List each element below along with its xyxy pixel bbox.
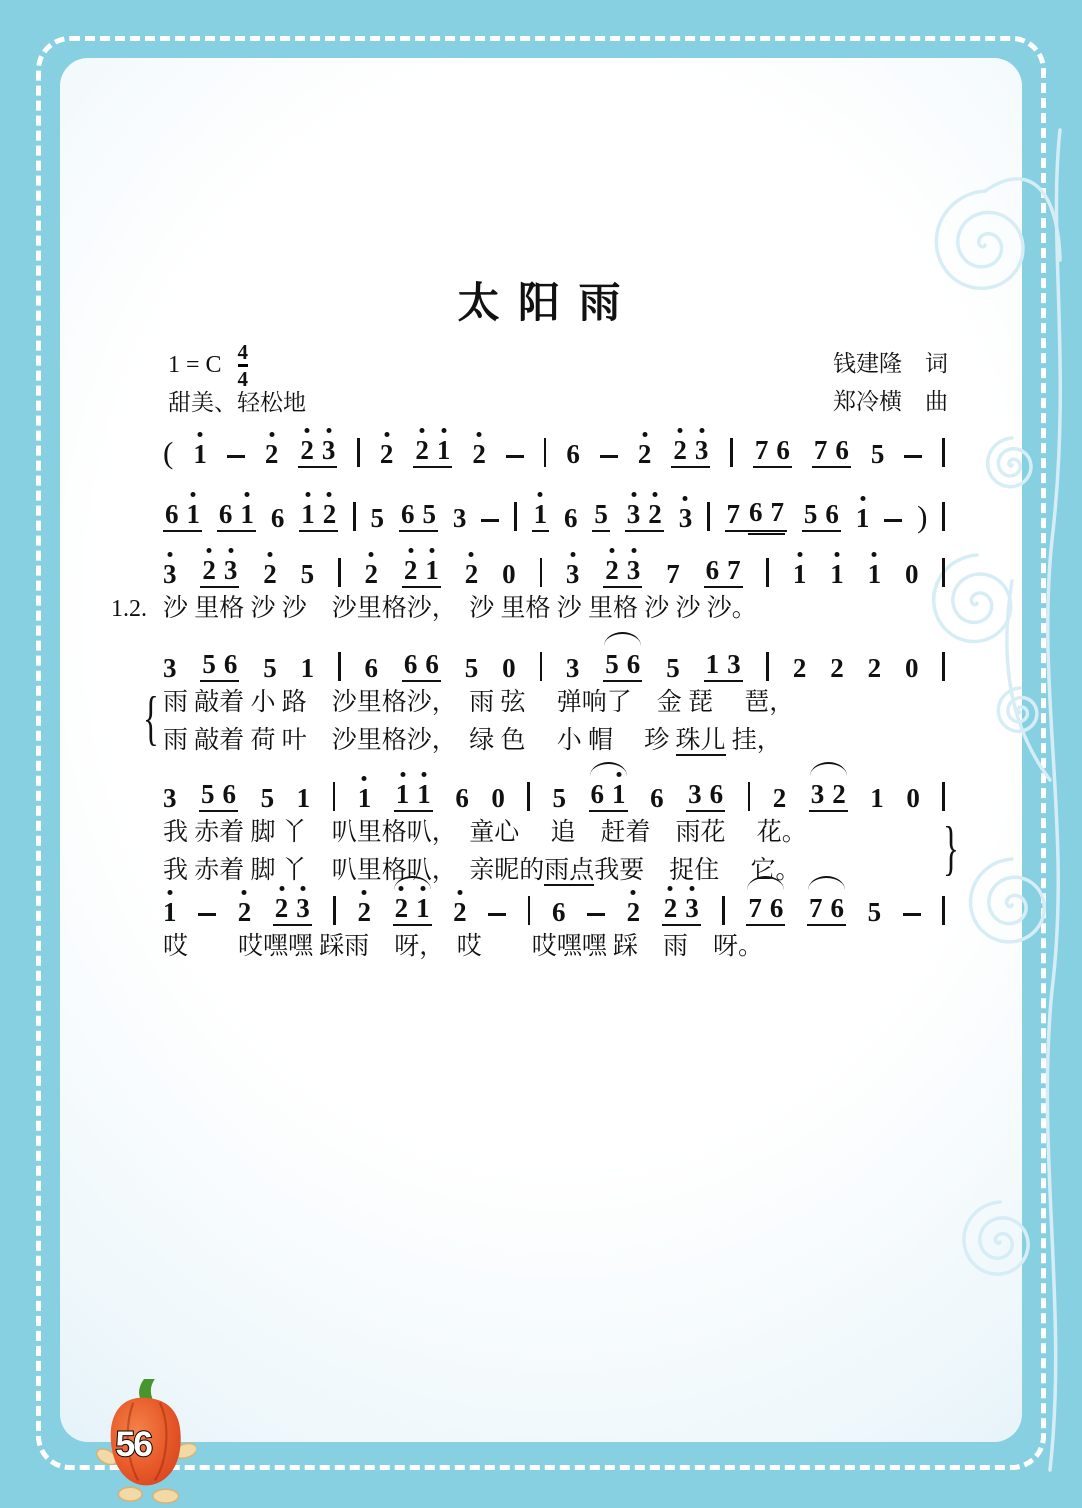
note: 5 (870, 439, 885, 469)
beam-group-slur (807, 895, 846, 926)
note: 2 (237, 897, 252, 927)
barline (722, 896, 725, 925)
beam-group (298, 437, 337, 468)
lyric-row (111, 592, 945, 626)
lyric-underlined: 珠儿 (675, 727, 726, 754)
barline (333, 896, 336, 925)
note: 1 (533, 499, 548, 529)
note: 6 (165, 499, 179, 529)
note: 1 (612, 779, 626, 809)
pepper-mascot-icon (96, 1378, 196, 1506)
time-numerator: 4 (237, 340, 249, 364)
note-row (163, 492, 945, 532)
note: 5 (594, 499, 608, 529)
note: 7 (809, 893, 823, 923)
beam-group (394, 781, 433, 812)
note: 6 (709, 779, 724, 809)
lyric-text: 哎 哎嘿嘿 踩雨 呀， 哎 哎嘿嘿 踩 雨 呀。 (163, 933, 764, 960)
key-label: 1 = C (168, 351, 222, 378)
note: 2 (364, 559, 378, 589)
note: 2 (832, 779, 846, 809)
beam-group (704, 651, 743, 682)
note: 3 (727, 649, 741, 679)
note: 7 (727, 555, 741, 585)
dash-note (904, 455, 922, 459)
tempo-marking: 甜美、轻松地 (168, 390, 306, 415)
barline (338, 558, 341, 587)
note: 6 (590, 779, 605, 809)
note: 1 (705, 649, 720, 679)
note: 3 (163, 653, 177, 683)
barline (540, 558, 543, 587)
note: 2 (637, 439, 652, 469)
note: 7 (813, 435, 828, 465)
barline (514, 502, 517, 531)
note: 1 (240, 499, 254, 529)
note: 6 (218, 499, 233, 529)
note-row (163, 772, 945, 812)
beam-group (725, 499, 788, 532)
note: 3 (694, 435, 709, 465)
beam-group (399, 501, 438, 532)
note: 3 (565, 559, 580, 589)
beam-group (686, 781, 725, 812)
note: 5 (464, 653, 479, 683)
beam-group (603, 557, 642, 588)
beam-group (163, 501, 202, 532)
note: 6 (566, 439, 580, 469)
barline (942, 438, 945, 467)
note: 1 (163, 897, 177, 927)
dash-note (600, 455, 618, 459)
dash-note (198, 913, 216, 917)
song-title: 太 阳 雨 (457, 281, 625, 327)
note: 1 (436, 435, 451, 465)
note: 6 (425, 649, 439, 679)
note: 5 (370, 503, 385, 533)
beam-group (200, 651, 239, 682)
beam-group (662, 895, 701, 926)
note: 2 (394, 893, 409, 923)
note: 7 (726, 499, 740, 529)
barline (353, 502, 356, 531)
note: 1 (870, 783, 884, 813)
barline (942, 502, 945, 531)
beam-group-slur (746, 895, 785, 926)
note: 1 (395, 779, 410, 809)
beam-group (402, 651, 441, 682)
beam-group (199, 781, 238, 812)
note: 5 (300, 559, 315, 589)
note: 7 (770, 497, 784, 527)
note-row (163, 548, 945, 588)
note: 5 (605, 649, 619, 679)
beam-group (592, 501, 610, 532)
note: 6 (749, 497, 763, 527)
note: 6 (223, 649, 238, 679)
lyric-underlined: 雨点 (544, 857, 595, 884)
beam-group (748, 499, 785, 528)
note: 1 (416, 893, 430, 923)
note: 2 (792, 653, 807, 683)
dash-note (884, 519, 902, 523)
beam-group (299, 501, 338, 532)
barline (766, 558, 769, 587)
note: 2 (264, 439, 279, 469)
note: 2 (605, 555, 619, 585)
score (111, 0, 959, 1508)
lyric-row (163, 816, 945, 850)
note: 2 (867, 653, 882, 683)
lyric-text: 雨 敲着 小 路 沙里格沙， 雨 弦 弹响了 金 琵 琶， (163, 689, 795, 716)
score-line-5 (163, 772, 959, 888)
note: 2 (415, 435, 429, 465)
note: 2 (648, 499, 662, 529)
barline (540, 652, 543, 681)
note: 1 (792, 559, 807, 589)
beam-group (704, 557, 743, 588)
beam-group (273, 895, 312, 926)
note: 3 (321, 435, 336, 465)
beam-group (200, 557, 239, 588)
lyric-brace-right: } (943, 815, 959, 881)
note: 2 (274, 893, 289, 923)
beam-group (753, 437, 792, 468)
barline (942, 782, 945, 811)
note: 3 (452, 503, 467, 533)
barline (766, 652, 769, 681)
note: 1 (301, 499, 315, 529)
note: 3 (163, 559, 177, 589)
note: 5 (202, 649, 216, 679)
barline (333, 782, 336, 811)
verse-numbers: 1.2. (111, 596, 147, 622)
lyric-text: 我 赤着 脚 丫 叭里格叭， 亲昵的 (163, 857, 545, 884)
note: 3 (626, 555, 641, 585)
note: 5 (263, 653, 277, 683)
barline (357, 438, 360, 467)
score-line-2 (163, 492, 945, 532)
beam-group-slur (589, 781, 628, 812)
note: 6 (835, 435, 849, 465)
note: 6 (650, 783, 664, 813)
note: 3 (678, 503, 693, 533)
note-row (163, 428, 945, 468)
barline (338, 652, 341, 681)
barline (707, 502, 710, 531)
rest-note: 0 (906, 783, 920, 813)
note: 6 (776, 435, 790, 465)
note-row (163, 886, 945, 926)
barline (942, 558, 945, 587)
lyricist-credit: 钱建隆 词 (833, 351, 948, 376)
note: 1 (300, 653, 315, 683)
score-line-4 (143, 642, 945, 758)
note: 6 (364, 653, 378, 683)
lyric-text: 沙 里格 沙 沙 沙里格沙， 沙 里格 沙 里格 沙 沙 沙。 (163, 595, 757, 622)
lyric-row (163, 686, 945, 720)
rest-note: 0 (491, 783, 505, 813)
rest-note: 0 (905, 559, 919, 589)
note: 3 (626, 499, 641, 529)
note: 6 (222, 779, 237, 809)
note: 6 (825, 499, 839, 529)
note: 5 (867, 897, 882, 927)
note: 6 (563, 503, 578, 533)
note: 7 (754, 435, 769, 465)
dash-note (481, 519, 499, 523)
lyric-row (163, 930, 945, 964)
beam-group (402, 557, 441, 588)
beam-group (532, 501, 550, 532)
time-denominator: 4 (237, 366, 249, 391)
barline (942, 896, 945, 925)
note: 2 (464, 559, 479, 589)
barline (528, 896, 531, 925)
note: 2 (626, 897, 641, 927)
note: 1 (855, 503, 870, 533)
note: 2 (830, 653, 844, 683)
lyric-brace-left: { (143, 685, 159, 751)
dash-note (506, 455, 524, 459)
barline (942, 652, 945, 681)
note: 3 (565, 653, 580, 683)
note: 5 (552, 783, 566, 813)
note: 5 (666, 653, 680, 683)
note: 2 (322, 499, 337, 529)
rest-note: 0 (502, 559, 516, 589)
parenthesis: ) (917, 499, 928, 534)
note: 2 (403, 555, 418, 585)
note: 2 (673, 435, 687, 465)
note-row (163, 642, 945, 682)
rest-note: 0 (502, 653, 516, 683)
note: 3 (296, 893, 310, 923)
note: 1 (186, 499, 200, 529)
note: 2 (472, 439, 486, 469)
beam-group (217, 501, 256, 532)
beam-group-slur (809, 781, 848, 812)
note: 6 (403, 649, 418, 679)
note: 1 (296, 783, 311, 813)
note: 2 (202, 555, 216, 585)
note: 5 (260, 783, 275, 813)
note: 1 (830, 559, 844, 589)
beam-group (812, 437, 851, 468)
note: 3 (223, 555, 238, 585)
note: 3 (163, 783, 177, 813)
note: 5 (422, 499, 436, 529)
dash-note (903, 913, 921, 917)
beam-group-slur (603, 651, 642, 682)
barline (730, 438, 733, 467)
note: 2 (663, 893, 678, 923)
beam-group (802, 501, 841, 532)
note: 2 (453, 897, 467, 927)
note: 6 (455, 783, 469, 813)
note: 7 (748, 893, 762, 923)
barline (544, 438, 547, 467)
parenthesis: ( (163, 435, 174, 470)
note: 1 (193, 439, 207, 469)
note: 6 (551, 897, 566, 927)
composer-credit: 郑冷横 曲 (833, 389, 948, 414)
score-line-1 (163, 428, 945, 468)
note: 6 (705, 555, 720, 585)
note: 6 (400, 499, 415, 529)
score-line-6 (163, 886, 945, 964)
lyric-text: 挂， (725, 727, 782, 754)
dash-note (587, 913, 605, 917)
barline (748, 782, 751, 811)
pepper-foot-left (118, 1487, 142, 1501)
note: 6 (270, 503, 285, 533)
note: 1 (867, 559, 882, 589)
note: 7 (666, 559, 680, 589)
page-number: 56 (115, 1423, 151, 1464)
beam-group (413, 437, 452, 468)
note: 2 (263, 559, 277, 589)
note: 2 (357, 897, 371, 927)
note: 3 (810, 779, 825, 809)
lyric-text: 雨 敲着 荷 叶 沙里格沙， 绿 色 小 帽 珍 (163, 727, 676, 754)
lyric-text: 我要 捉住 它。 (594, 857, 801, 884)
note: 5 (201, 779, 215, 809)
note: 1 (425, 555, 439, 585)
note: 5 (803, 499, 818, 529)
note: 3 (688, 779, 702, 809)
pepper-foot-right (153, 1489, 179, 1503)
rest-note: 0 (905, 653, 919, 683)
note: 6 (830, 893, 844, 923)
beam-group-slur (393, 895, 432, 926)
note: 1 (417, 779, 431, 809)
dash-note (488, 913, 506, 917)
barline (527, 782, 530, 811)
dash-note (227, 455, 245, 459)
note: 6 (626, 649, 641, 679)
lyric-row (163, 724, 945, 758)
note: 2 (772, 783, 787, 813)
note: 1 (357, 783, 372, 813)
note: 3 (685, 893, 699, 923)
beam-group (625, 501, 664, 532)
lyric-text: 我 赤着 脚 丫 叭里格叭， 童心 追 赶着 雨花 花。 (163, 819, 807, 846)
note: 2 (300, 435, 314, 465)
note: 6 (769, 893, 784, 923)
note: 2 (379, 439, 394, 469)
score-line-3 (111, 548, 945, 626)
beam-group (671, 437, 710, 468)
